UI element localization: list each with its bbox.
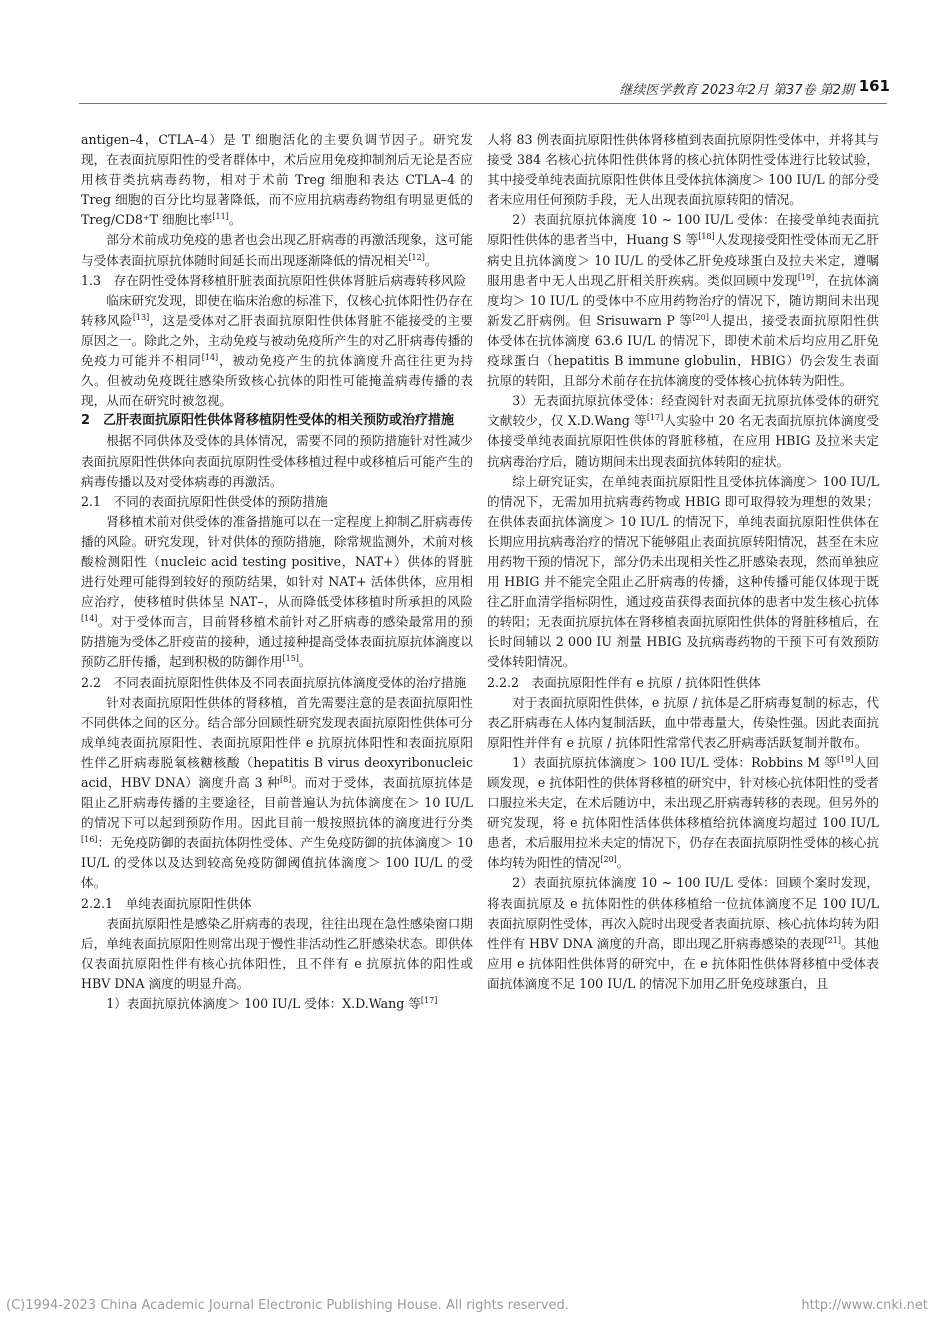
paragraph: 2）表面抗原抗体滴度 10 ~ 100 IU/L 受体：回顾个案时发现，将表面抗原及 e 抗体阳性的供体移植给一位抗体滴度不足 100 IU/L 表面抗原阴性受体，再次入院时出现受者表面抗原、核心抗体均转为阳性伴有 HBV DNA 滴度的升高，即出现乙肝病毒感染的表现[21]。其他应用 e 抗体阳性供体肾的研究中，在 e 抗体阳性供体肾移植中受体表面抗体滴度不足 100 IU/L 的情况下加用乙肝免疫球蛋白，且 <box>487 875 879 991</box>
citation-ref: [11] <box>212 212 229 222</box>
paragraph: 对于表面抗原阳性供体，e 抗原 / 抗体是乙肝病毒复制的标志，代表乙肝病毒在人体内复制活跃，血中带毒量大，传染性强。因此表面抗原阳性并伴有 e 抗原 / 抗体阳性常常代表乙肝病毒活跃复制并散布。 <box>487 694 879 750</box>
citation-ref: [16] <box>81 835 98 845</box>
citation-ref: [19] <box>837 754 854 764</box>
section-heading-1-3: 1.3 存在阴性受体肾移植肝脏表面抗原阳性供体肾脏后病毒转移风险 <box>81 272 467 288</box>
paragraph: 肾移植术前对供受体的准备措施可以在一定程度上抑制乙肝病毒传播的风险。研究发现，针对供体的预防措施，除常规监测外，术前对核酸检测阳性（nucleic acid testing positive，NAT+）供体的肾脏进行处理可能得到较好的预防结果，如针对 NAT+ 活体供体，应用相应治疗，使移植时供体呈 NAT–，从而降低受体移植时所承担的风险[14]。对于受体而言，目前肾移植术前针对乙肝病毒的感染最常用的预防措施为受体乙肝疫苗的接种，通过接种提高受体表面抗原抗体滴度以预防乙肝传播，起到积极的防御作用[15]。 <box>81 513 473 670</box>
paragraph: 1）表面抗原抗体滴度＞ 100 IU/L 受体：Robbins M 等[19]人回顾发现，e 抗体阳性的供体肾移植的研究中，针对核心抗体阳性的受者口服拉米夫定，在术后随访中，未出现乙肝病毒转移的表现。但另外的研究发现，将 e 抗体阳性活体供体移植给抗体滴度均超过 100 IU/L 患者，术后服用拉米夫定的情况下，仍存在表面抗原阴性受体的核心抗体均转为阳性的情况[20]。 <box>487 754 879 871</box>
left-column <box>81 130 473 1014</box>
header-rule <box>79 103 887 104</box>
citation-ref: [14] <box>201 352 219 362</box>
section-heading-2-2-2: 2.2.2 表面抗原阳性伴有 e 抗原 / 抗体阳性供体 <box>487 674 761 690</box>
citation-ref: [15] <box>282 654 299 664</box>
paragraph: 3）无表面抗原抗体受体：经查阅针对表面无抗原抗体受体的研究文献较少，仅 X.D.Wang 等[17]人实验中 20 名无表面抗原抗体滴度受体接受单纯表面抗原阳性供体的肾脏移植，在应用 HBIG 及拉米夫定抗病毒治疗后，随访期间未出现表面抗体转阳的症状。 <box>487 393 879 469</box>
paragraph: 人将 83 例表面抗原阳性供体肾移植到表面抗原阴性受体中，并将其与接受 384 名核心抗体阳性供体肾的核心抗体阴性受体进行比较试验，其中接受单纯表面抗原阳性供体且受体抗体滴度＞ 100 IU/L 的部分受者未应用任何预防手段，无人出现表面抗原转阳的情况。 <box>487 132 879 208</box>
citation-ref: [13] <box>132 312 150 322</box>
copyright-notice: (C)1994-2023 China Academic Journal Electronic Publishing House. All rights reserved. <box>6 1298 569 1313</box>
page-number: 161 <box>858 77 890 95</box>
citation-ref: [8] <box>279 774 292 784</box>
paragraph: 针对表面抗原阳性供体的肾移植，首先需要注意的是表面抗原阳性不同供体之间的区分。结合部分回顾性研究发现表面抗原阳性供体可分成单纯表面抗原阳性、表面抗原阳性伴 e 抗原抗体阳性和表面抗原阳性伴乙肝病毒脱氧核糖核酸（hepatitis B virus deoxyribonucleic acid，HBV DNA）滴度升高 3 种[8]。而对于受体，表面抗原抗体是阻止乙肝病毒传播的主要途径，目前普遍认为抗体滴度在＞ 10 IU/L 的情况下可以起到预防作用。因此目前一般按照抗体的滴度进行分类[16]：无免疫防御的表面抗体阴性受体、产生免疫防御的抗体滴度＞ 10 IU/L 的受体以及达到较高免疫防御阈值抗体滴度＞ 100 IU/L 的受体。 <box>81 694 474 891</box>
citation-ref: [14] <box>81 614 98 624</box>
journal-citation: 继续医学教育 2023年2月 第37卷 第2期 <box>619 83 854 98</box>
citation-ref: [20] <box>692 312 709 322</box>
footer <box>0 1298 950 1318</box>
citation-ref: [21] <box>824 935 842 945</box>
section-heading-2-2: 2.2 不同表面抗原阳性供体及不同表面抗原抗体滴度受体的治疗措施 <box>81 674 467 690</box>
paragraph: antigen–4，CTLA–4）是 T 细胞活化的主要负调节因子。研究发现，在表面抗原阳性的受者群体中，术后应用免疫抑制剂后无论是否应用核苷类抗病毒药物，相对于术前 Treg 细胞和表达 CTLA–4 的 Treg 细胞的百分比均显著降低，而不应用抗病毒药物组有明显更低的 Treg/CD8⁺T 细胞比率[11]。 <box>81 132 473 228</box>
section-heading-2: 2 乙肝表面抗原阳性供体肾移植阴性受体的相关预防或治疗措施 <box>81 413 455 429</box>
citation-ref: [17] <box>646 413 664 423</box>
running-header <box>0 76 950 100</box>
right-column <box>487 130 879 994</box>
paragraph: 根据不同供体及受体的具体情况，需要不同的预防措施针对性减少表面抗原阳性供体向表面抗原阴性受体移植过程中或移植后可能产生的病毒传播以及对受体病毒的再激活。 <box>81 433 473 489</box>
citation-ref: [18] <box>698 232 715 242</box>
citation-ref: [17] <box>420 995 438 1005</box>
citation-ref: [12] <box>408 252 425 262</box>
paragraph: 1）表面抗原抗体滴度＞ 100 IU/L 受体：X.D.Wang 等[17] <box>106 995 438 1012</box>
paragraph: 部分术前成功免疫的患者也会出现乙肝病毒的再激活现象，这可能与受体表面抗原抗体随时间延长而出现逐渐降低的情况相关[12]。 <box>81 232 473 268</box>
citation-ref: [20] <box>600 855 617 865</box>
paragraph: 2）表面抗原抗体滴度 10 ~ 100 IU/L 受体：在接受单纯表面抗原阳性供体的患者当中，Huang S 等[18]人发现接受阳性受体而无乙肝病史且抗体滴度＞ 10 IU/L 的受体乙肝免疫球蛋白及拉夫米定，遵嘱服用患者中无人出现乙肝相关肝疾病。类似回顾中发现[19]，在抗体滴度均＞ 10 IU/L 的受体中不应用药物治疗的情况下，随访期间未出现新发乙肝病例。但 Srisuwarn P 等[20]人提出，接受表面抗原阳性供体受体在抗体滴度 63.6 IU/L 的情况下，即使术前术后均应用乙肝免疫球蛋白（hepatitis B immune globulin，HBIG）仍会发生表面抗原的转阳，且部分术前存在抗体滴度的受体核心抗体转为阳性。 <box>487 212 880 389</box>
paragraph: 临床研究发现，即使在临床治愈的标准下，仅核心抗体阳性仍存在转移风险[13]，这是受体对乙肝表面抗原阳性供体肾脏不能接受的主要原因之一。除此之外，主动免疫与被动免疫所产生的对乙肝病毒传播的免疫力可能并不相同[14]，被动免疫产生的抗体滴度升高往往更为持久。但被动免疫既往感染所致核心抗体的阳性可能掩盖病毒传播的表现，从而在研究时被忽视。 <box>81 292 474 409</box>
paragraph: 表面抗原阳性是感染乙肝病毒的表现，往往出现在急性感染窗口期后，单纯表面抗原阳性则常出现于慢性非活动性乙肝感染状态。即供体仅表面抗原阳性伴有核心抗体阳性，且不伴有 e 抗原抗体的阳性或 HBV DNA 滴度的明显升高。 <box>81 915 473 991</box>
footer-link[interactable]: http://www.cnki.net <box>801 1298 928 1313</box>
citation-ref: [19] <box>797 272 815 282</box>
paragraph: 综上研究证实，在单纯表面抗原阳性且受体抗体滴度＞ 100 IU/L 的情况下，无需加用抗病毒药物或 HBIG 即可取得较为理想的效果；在供体表面抗体滴度＞ 10 IU/L 的情况下，单纯表面抗原阳性供体在长期应用抗病毒治疗的情况下能够阻止表面抗原转阳情况，甚至在未应用药物干预的情况下，部分仍未出现相关性乙肝感染表现，然而单独应用 HBIG 并不能完全阻止乙肝病毒的传播，这种传播可能仅体现于既往乙肝血清学指标阴性，通过疫苗获得表面抗体的患者中发生核心抗体的转阳；无表面抗原抗体在肾移植表面抗原阳性供体的肾脏移植后，在长时间辅以 2 000 IU 剂量 HBIG 及抗病毒药物的干预下可有效预防受体转阳情况。 <box>487 473 879 670</box>
section-heading-2-1: 2.1 不同的表面抗原阳性供受体的预防措施 <box>81 493 328 509</box>
section-heading-2-2-1: 2.2.1 单纯表面抗原阳性供体 <box>81 895 252 911</box>
